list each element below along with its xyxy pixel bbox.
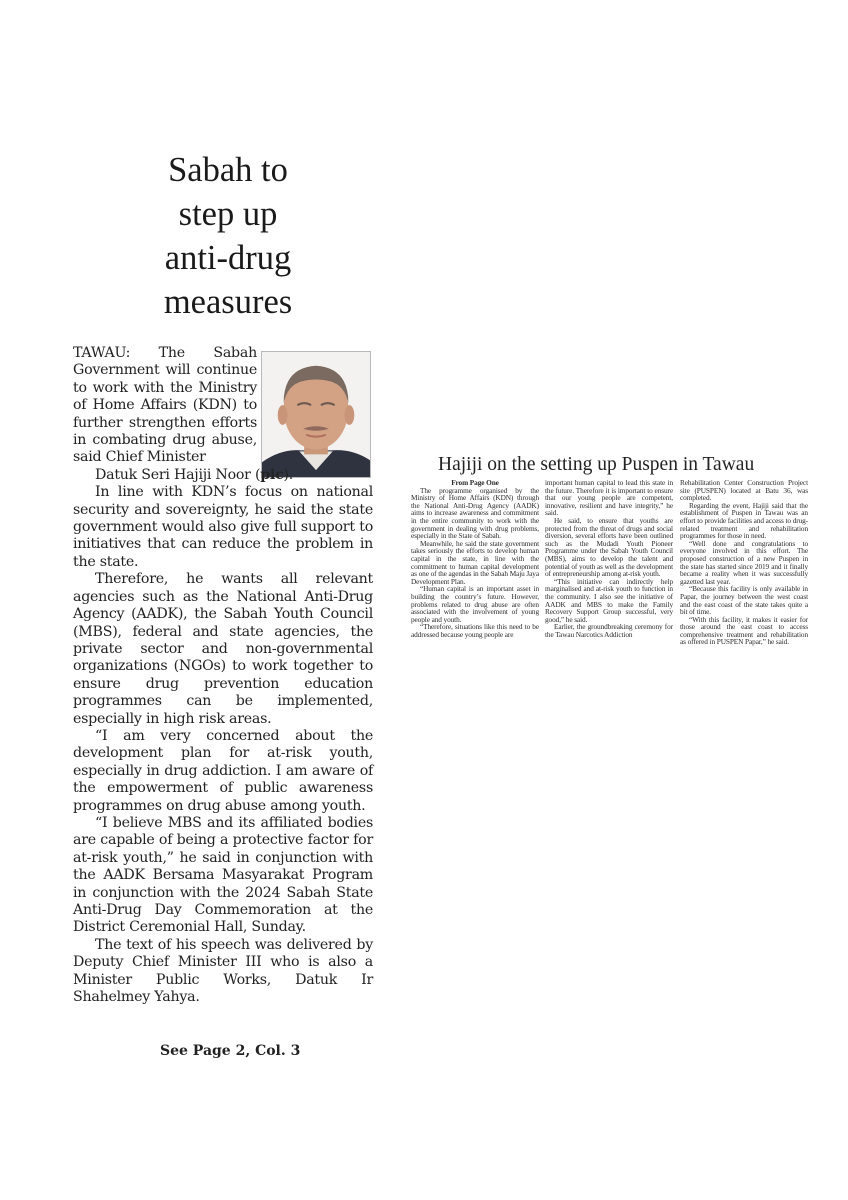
continued-headline: Hajiji on the setting up Puspen in Tawau bbox=[438, 454, 755, 475]
column-paragraph: “Therefore, situations like this need to be addressed because young people are bbox=[411, 622, 539, 639]
lead-paragraph: TAWAU: The Sabah Government will continue to work with the Ministry of Home Affairs (KDN) to further strengthen efforts in combating drug abuse, said Chief Minister bbox=[73, 345, 257, 466]
headline-line: Sabah to bbox=[168, 151, 288, 189]
article-headline bbox=[128, 148, 328, 324]
column-paragraph: Earlier, the groundbreaking ceremony for the Tawau Narcotics Addiction bbox=[545, 622, 673, 639]
headline-line: anti-drug bbox=[164, 239, 292, 277]
text-column-3 bbox=[680, 479, 808, 646]
column-paragraph: important human capital to lead this state in the future. Therefore it is important to ensure that our young people are competent, innovative, resilient and have integrity,” he said. bbox=[545, 478, 673, 518]
headline-line: measures bbox=[163, 283, 293, 321]
body-paragraph: Therefore, he wants all relevant agencies such as the National Anti-Drug Agency (AADK), the Sabah Youth Council (MBS), federal and state agencies, the private sector and non-governmental organizations (NGOs) to work together to ensure drug prevention education programmes can be implemented, especially in high risk areas. bbox=[73, 571, 373, 727]
column-paragraph: The programme organised by the Ministry of Home Affairs (KDN) through the National Anti-Drug Agency (AADK) aims to increase awareness and commitment in the entire community to work with the government in dealing with drug problems, especially in the State of Sabah. bbox=[411, 485, 539, 541]
column-paragraph: Meanwhile, he said the state government takes seriously the efforts to develop human capital in the state, in line with the commitment to human capital development as one of the agendas in the Sabah Maju Jaya Development Plan. bbox=[411, 538, 539, 586]
column-paragraph: “Well done and congratulations to everyone involved in this effort. The proposed construction of a new Puspen in the state has started since 2019 and it finally became a reality when it was successfully gazetted last year. bbox=[680, 538, 808, 586]
body-paragraph: The text of his speech was delivered by Deputy Chief Minister III who is also a Minister Public Works, Datuk Ir Shahelmey Yahya. bbox=[73, 936, 373, 1006]
lead-paragraph-tail bbox=[73, 467, 373, 484]
headline-line: step up bbox=[178, 195, 278, 233]
body-paragraph: “I believe MBS and its affiliated bodies are capable of being a protective factor for at-risk youth,” he said in conjunction with the AADK Bersama Masyarakat Program in conjunction with the 2024 Sabah State Anti-Drug Day Commemoration at the District Ceremonial Hall, Sunday. bbox=[73, 814, 373, 936]
lead-tail-text: Datuk Seri Hajiji Noor ( bbox=[95, 466, 261, 483]
from-page-label: From Page One bbox=[451, 478, 499, 487]
column-paragraph: “This initiative can indirectly help marginalised and at-risk youth to function in the community. I also see the initiative of AADK and MBS to make the Family Recovery Support Group successful, very good,” he said. bbox=[545, 576, 673, 624]
continuation-link: See Page 2, Col. 3 bbox=[160, 1043, 301, 1059]
column-paragraph: “With this facility, it makes it easier for those around the east coast to access comprehensive treatment and rehabilitation as offered in PUSPEN Papar,” he said. bbox=[680, 614, 808, 647]
column-paragraph: He said, to ensure that youths are protected from the threat of drugs and social diversion, several efforts have been outlined such as the Mudadi Youth Pioneer Programme under the Sabah Youth Council (MBS), aims to develop the talent and potential of youth as well as the development of entrepreneurship among at-risk youth. bbox=[545, 515, 673, 579]
article-body bbox=[73, 345, 373, 1006]
body-paragraph: “I am very concerned about the development plan for at-risk youth, especially in drug addiction. I am aware of the empowerment of public awareness programmes on drug abuse among youth. bbox=[73, 727, 373, 814]
column-paragraph: “Because this facility is only available in Papar, the journey between the west coast and the east coast of the state takes quite a bit of time. bbox=[680, 584, 808, 617]
column-paragraph: “Human capital is an important asset in building the country’s future. However, problems related to drug abuse are often associated with the involvement of young people and youth. bbox=[411, 584, 539, 624]
text-column-2 bbox=[545, 479, 673, 638]
text-column-1 bbox=[411, 479, 539, 638]
lead-tail-end: ). bbox=[283, 466, 294, 483]
pic-label: pic bbox=[260, 466, 284, 483]
column-paragraph: Rehabilitation Center Construction Project site (PUSPEN) located at Batu 36, was completed. bbox=[680, 478, 808, 503]
column-paragraph: Regarding the event, Hajiji said that the establishment of Puspen in Tawau was an effort to provide facilities and access to drug-related treatment and rehabilitation programmes for those in need. bbox=[680, 500, 808, 541]
body-paragraph: In line with KDN’s focus on national security and sovereignty, he said the state government would also give full support to initiatives that can reduce the problem in the state. bbox=[73, 484, 373, 570]
